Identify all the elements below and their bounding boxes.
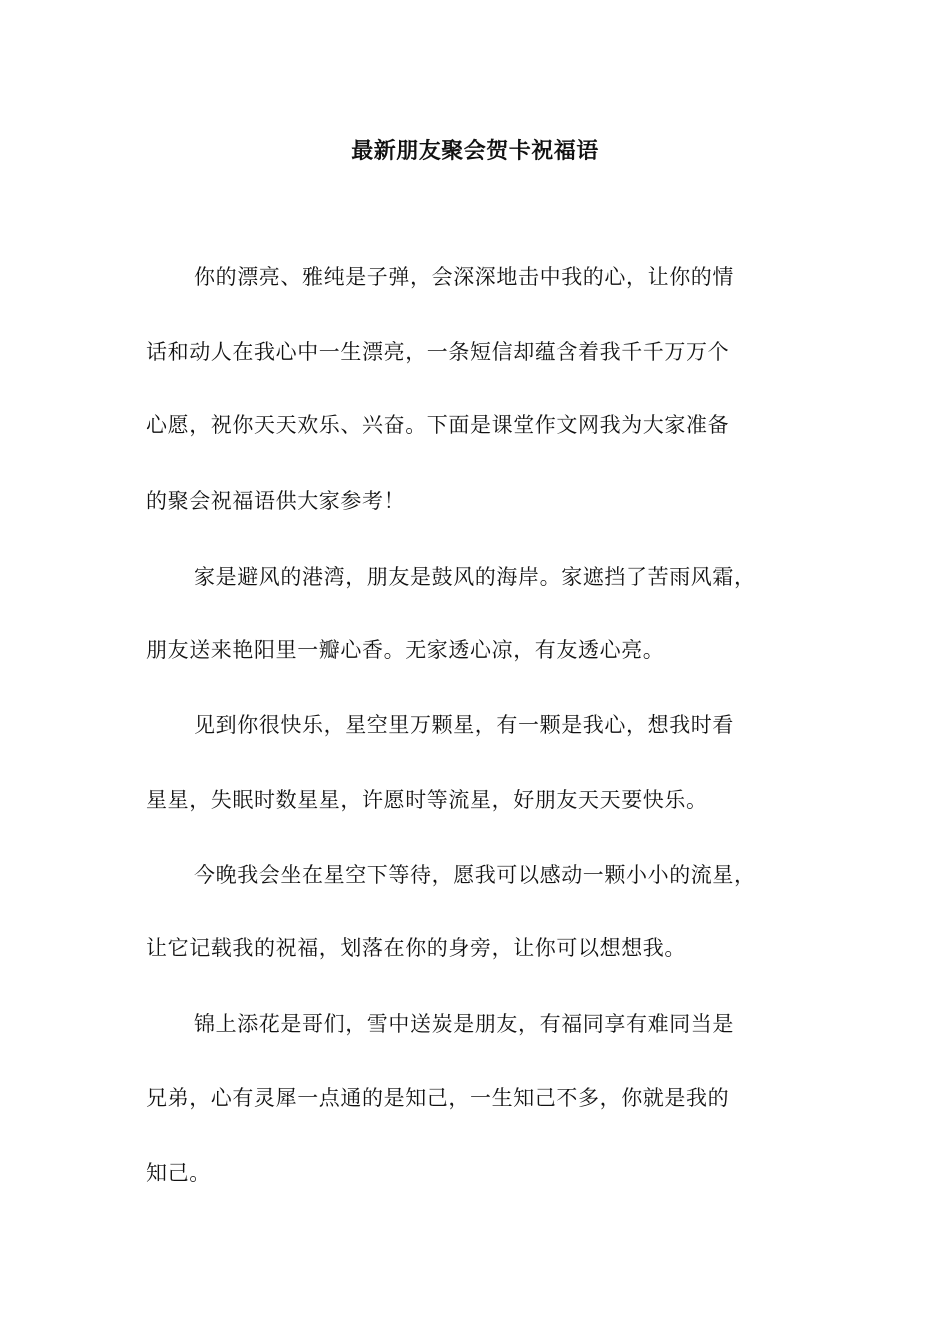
paragraph-line: 今晚我会坐在星空下等待，愿我可以感动一颗小小的流星， <box>194 863 756 887</box>
paragraph-line: 你的漂亮、雅纯是子弹，会深深地击中我的心，让你的情 <box>194 265 734 289</box>
paragraph-line: 知己。 <box>146 1161 211 1185</box>
paragraph-line: 话和动人在我心中一生漂亮，一条短信却蕴含着我千千万万个 <box>146 340 730 364</box>
paragraph-line: 锦上添花是哥们，雪中送炭是朋友，有福同享有难同当是 <box>194 1012 734 1036</box>
paragraph-line: 让它记载我的祝福，划落在你的身旁，让你可以想想我。 <box>146 936 686 960</box>
paragraph-line: 家是避风的港湾，朋友是鼓风的海岸。家遮挡了苦雨风霜， <box>194 565 756 589</box>
paragraph-line: 见到你很快乐，星空里万颗星，有一颗是我心，想我时看 <box>194 713 734 737</box>
paragraph-line: 朋友送来艳阳里一瓣心香。无家透心凉，有友透心亮。 <box>146 638 665 662</box>
paragraph-line: 心愿，祝你天天欢乐、兴奋。下面是课堂作文网我为大家准备 <box>146 413 730 437</box>
paragraph-line: 的聚会祝福语供大家参考！ <box>146 489 406 513</box>
paragraph-line: 星星，失眠时数星星，许愿时等流星，好朋友天天要快乐。 <box>146 788 708 812</box>
document-title: 最新朋友聚会贺卡祝福语 <box>351 139 599 164</box>
paragraph-line: 兄弟，心有灵犀一点通的是知己，一生知己不多，你就是我的 <box>146 1086 730 1110</box>
